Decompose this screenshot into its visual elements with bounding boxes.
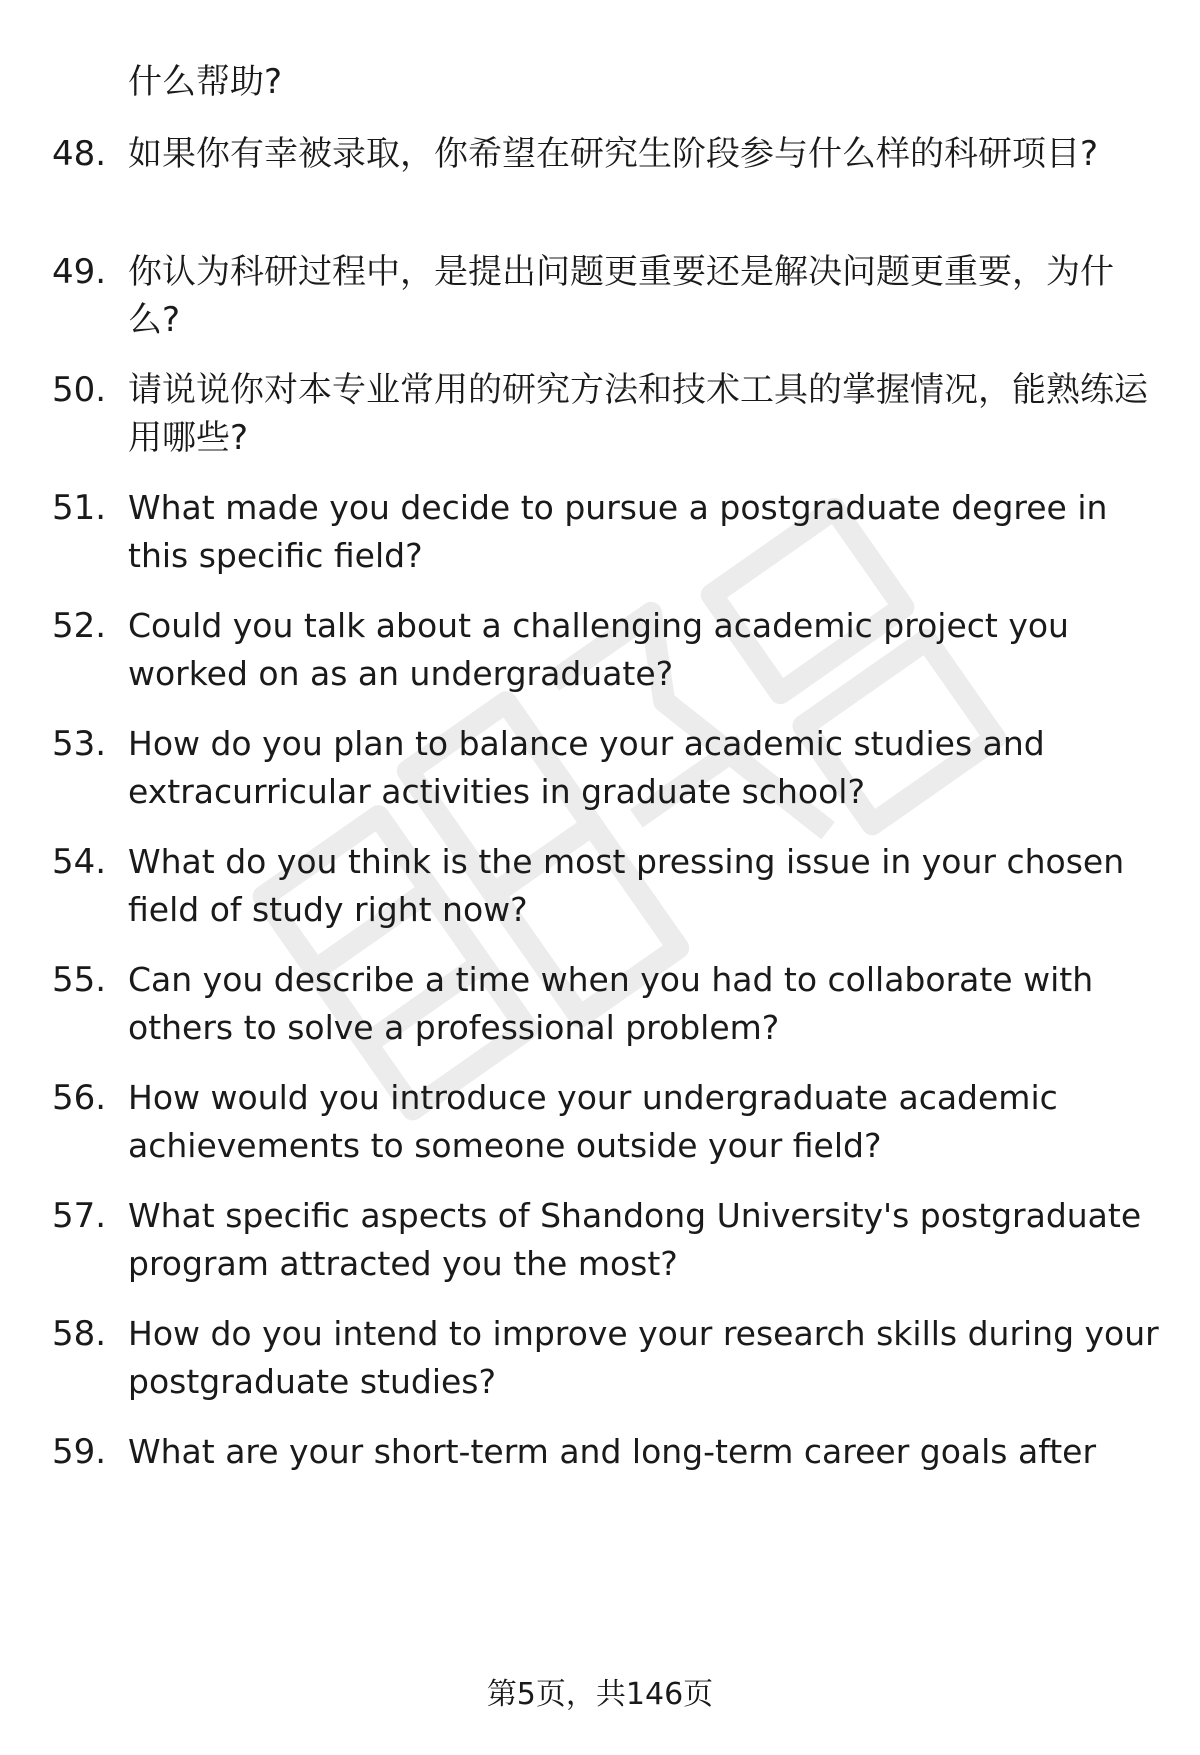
question-text: What are your short-term and long-term career goals after: [128, 1432, 1097, 1471]
question-text: Could you talk about a challenging academic project you worked on as an undergraduate?: [128, 606, 1069, 693]
question-number: 53.: [52, 724, 107, 764]
question-number: 56.: [52, 1078, 107, 1118]
question-text: How would you introduce your undergraduate academic achievements to someone outside your field?: [128, 1078, 1058, 1165]
question-number: 58.: [52, 1314, 107, 1354]
question-number: 55.: [52, 960, 107, 1000]
question-text: How do you intend to improve your research skills during your postgraduate studies?: [128, 1314, 1159, 1401]
question-text: What do you think is the most pressing issue in your chosen field of study right now?: [128, 842, 1125, 929]
question-text: Can you describe a time when you had to collaborate with others to solve a professional problem?: [128, 960, 1094, 1047]
question-text: What specific aspects of Shandong University's postgraduate program attracted you the most?: [128, 1196, 1142, 1283]
question-text: What made you decide to pursue a postgraduate degree in this specific field?: [128, 488, 1108, 575]
question-number: 50.: [52, 370, 107, 410]
previous-question-continuation: 什么帮助?: [128, 62, 283, 102]
question-number: 57.: [52, 1196, 107, 1236]
question-number: 48.: [52, 134, 107, 174]
question-number: 51.: [52, 488, 107, 528]
question-text: 如果你有幸被录取，你希望在研究生阶段参与什么样的科研项目?: [128, 134, 1099, 174]
question-text: 请说说你对本专业常用的研究方法和技术工具的掌握情况，能熟练运用哪些?: [128, 370, 1148, 458]
question-number: 49.: [52, 252, 107, 292]
question-number: 52.: [52, 606, 107, 646]
question-text: 你认为科研过程中，是提出问题更重要还是解决问题更重要，为什么?: [128, 252, 1114, 340]
question-text: How do you plan to balance your academic studies and extracurricular activities in graduate school?: [128, 724, 1045, 811]
question-number: 54.: [52, 842, 107, 882]
question-number: 59.: [52, 1432, 107, 1472]
page-footer: 第5页，共146页: [486, 1677, 714, 1712]
